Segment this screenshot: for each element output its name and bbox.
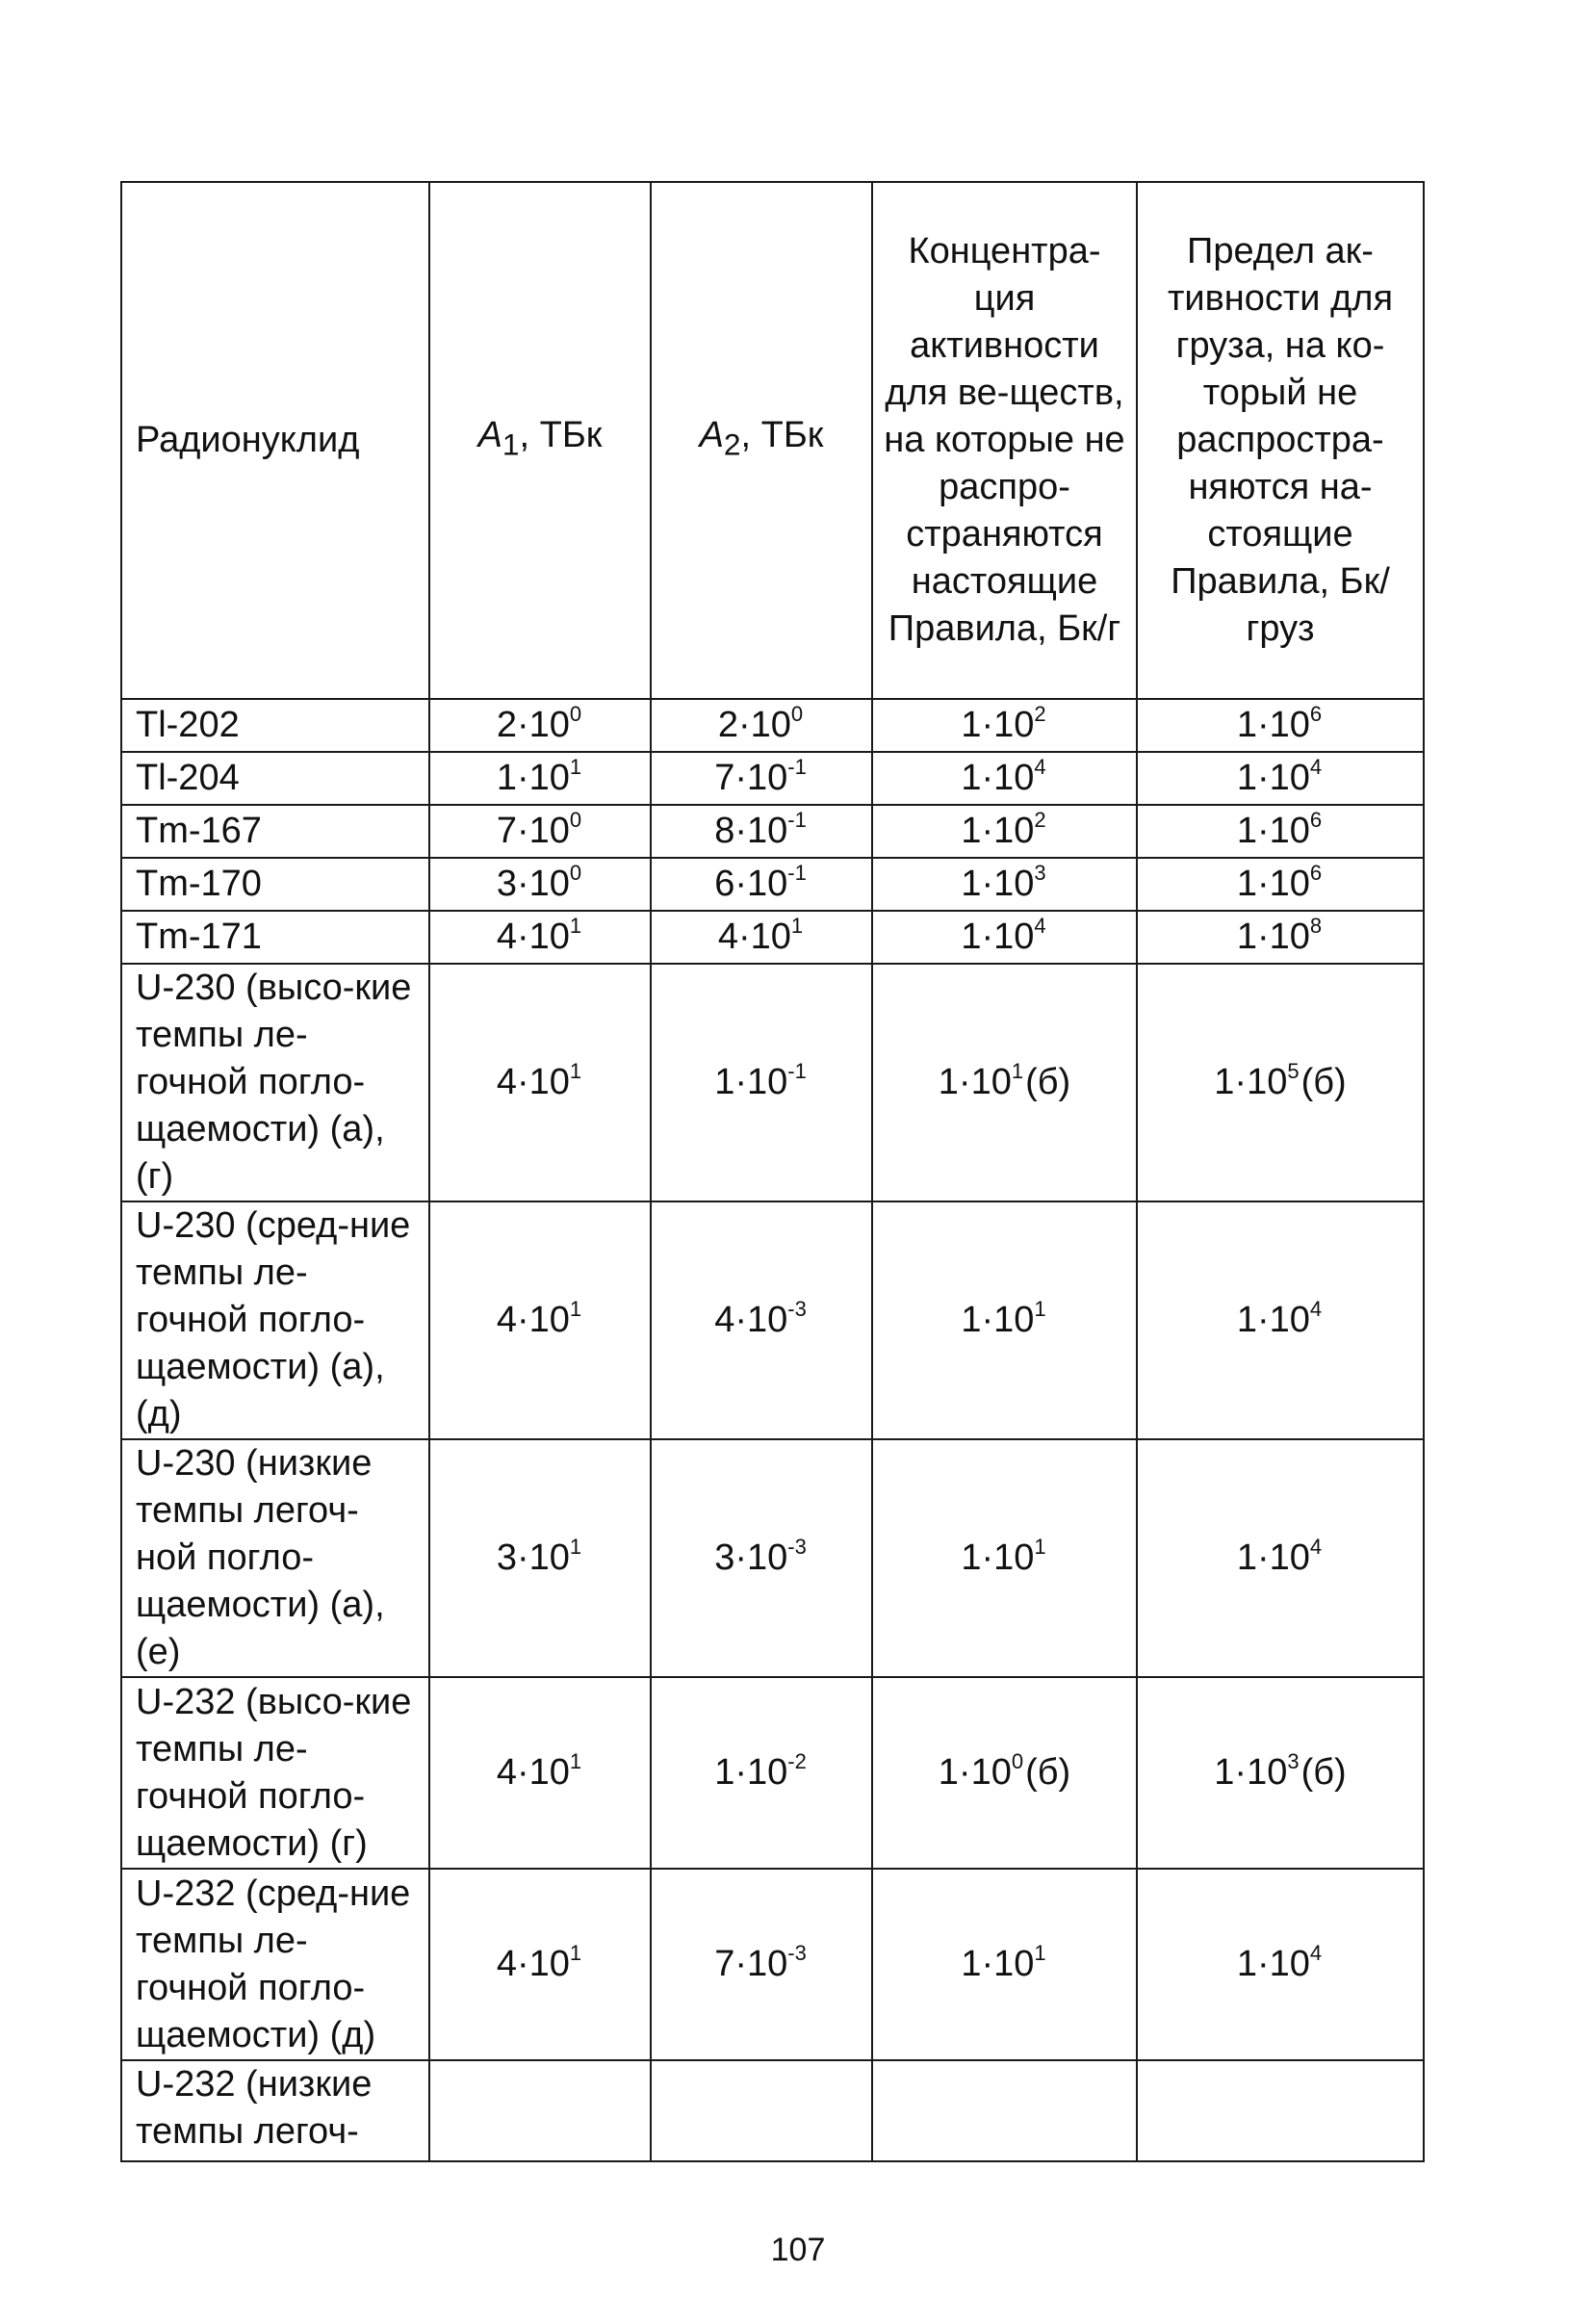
- cell-a2: $6\cdot 10^{-1}$: [651, 858, 872, 911]
- cell-activity-limit: $1\cdot 10^4$: [1137, 752, 1424, 805]
- cell-activity-limit: $1\cdot 10^6$: [1137, 699, 1424, 752]
- cell-concentration: $1\cdot 10^1$: [872, 1201, 1137, 1439]
- cell-a1: [429, 2060, 651, 2161]
- cell-nuclide: Tm-171: [121, 911, 429, 964]
- cell-a2: $8\cdot 10^{-1}$: [651, 805, 872, 858]
- cell-activity-limit: $1\cdot 10^8$: [1137, 911, 1424, 964]
- cell-concentration: $1\cdot 10^1$: [872, 1439, 1137, 1677]
- cell-concentration: $1\cdot 10^2$: [872, 805, 1137, 858]
- cell-activity-limit: $1\cdot 10^4$: [1137, 1439, 1424, 1677]
- cell-concentration: $1\cdot 10^4$: [872, 911, 1137, 964]
- cell-a1: $3\cdot 10^0$: [429, 858, 651, 911]
- table-row: [121, 2060, 1424, 2161]
- cell-activity-limit: $1\cdot 10^5(б)$: [1137, 964, 1424, 1201]
- header-concentration: Концентра-ция активности для ве-ществ, на которые не распро-страняются настоящие Правила, Бк/г: [872, 182, 1137, 699]
- table-row: [121, 1677, 1424, 1869]
- cell-a2: $3\cdot 10^{-3}$: [651, 1439, 872, 1677]
- cell-a2: [651, 2060, 872, 2161]
- table-row: [121, 1869, 1424, 2060]
- cell-activity-limit: $1\cdot 10^3(б)$: [1137, 1677, 1424, 1869]
- cell-concentration: $1\cdot 10^1(б)$: [872, 964, 1137, 1201]
- page-number: 107: [770, 2232, 826, 2268]
- cell-a2: $7\cdot 10^{-3}$: [651, 1869, 872, 2060]
- table-row: [121, 858, 1424, 911]
- cell-activity-limit: $1\cdot 10^4$: [1137, 1869, 1424, 2060]
- cell-a2: $7\cdot 10^{-1}$: [651, 752, 872, 805]
- cell-activity-limit: [1137, 2060, 1424, 2161]
- cell-concentration: $1\cdot 10^1$: [872, 1869, 1137, 2060]
- cell-nuclide: U-232 (высо-кие темпы ле-гочной погло-щаемости) (г): [121, 1677, 429, 1869]
- cell-nuclide: Tm-170: [121, 858, 429, 911]
- cell-nuclide: U-230 (сред-ние темпы ле-гочной погло-щаемости) (а), (д): [121, 1201, 429, 1439]
- cell-activity-limit: $1\cdot 10^6$: [1137, 858, 1424, 911]
- table-row: [121, 699, 1424, 752]
- table-row: [121, 1201, 1424, 1439]
- cell-nuclide: U-232 (низкие темпы легоч-: [121, 2060, 429, 2161]
- cell-a1: $7\cdot 10^0$: [429, 805, 651, 858]
- cell-concentration: [872, 2060, 1137, 2161]
- cell-concentration: $1\cdot 10^4$: [872, 752, 1137, 805]
- table-row: [121, 964, 1424, 1201]
- header-activity-limit: Предел ак-тивности для груза, на ко-торый не распростра-няются на-стоящие Правила, Бк/груз: [1137, 182, 1424, 699]
- cell-nuclide: U-230 (высо-кие темпы ле-гочной погло-щаемости) (а), (г): [121, 964, 429, 1201]
- cell-a1: $4\cdot 10^1$: [429, 964, 651, 1201]
- header-nuclide: Радионуклид: [121, 182, 429, 699]
- header-a2: $A_2$, ТБк: [651, 182, 872, 699]
- cell-concentration: $1\cdot 10^2$: [872, 699, 1137, 752]
- cell-activity-limit: $1\cdot 10^4$: [1137, 1201, 1424, 1439]
- table-row: [121, 805, 1424, 858]
- cell-a2: $4\cdot 10^{-3}$: [651, 1201, 872, 1439]
- cell-a1: $4\cdot 10^1$: [429, 911, 651, 964]
- cell-a2: $1\cdot 10^{-2}$: [651, 1677, 872, 1869]
- header-a1: $A_1$, ТБк: [429, 182, 651, 699]
- radionuclide-table: [120, 181, 1425, 2162]
- cell-a1: $4\cdot 10^1$: [429, 1201, 651, 1439]
- cell-nuclide: Tl-202: [121, 699, 429, 752]
- table-row: [121, 911, 1424, 964]
- cell-nuclide: Tm-167: [121, 805, 429, 858]
- cell-a1: $1\cdot 10^1$: [429, 752, 651, 805]
- table-row: [121, 1439, 1424, 1677]
- cell-a1: $2\cdot 10^0$: [429, 699, 651, 752]
- table-row: [121, 752, 1424, 805]
- table-header-row: [121, 182, 1424, 699]
- cell-concentration: $1\cdot 10^0(б)$: [872, 1677, 1137, 1869]
- cell-a1: $4\cdot 10^1$: [429, 1869, 651, 2060]
- cell-nuclide: U-230 (низкие темпы легоч-ной погло-щаемости) (а), (е): [121, 1439, 429, 1677]
- cell-a2: $2\cdot 10^0$: [651, 699, 872, 752]
- cell-a1: $3\cdot 10^1$: [429, 1439, 651, 1677]
- cell-concentration: $1\cdot 10^3$: [872, 858, 1137, 911]
- cell-a2: $4\cdot 10^1$: [651, 911, 872, 964]
- cell-nuclide: U-232 (сред-ние темпы ле-гочной погло-щаемости) (д): [121, 1869, 429, 2060]
- cell-a2: $1\cdot 10^{-1}$: [651, 964, 872, 1201]
- cell-a1: $4\cdot 10^1$: [429, 1677, 651, 1869]
- cell-activity-limit: $1\cdot 10^6$: [1137, 805, 1424, 858]
- cell-nuclide: Tl-204: [121, 752, 429, 805]
